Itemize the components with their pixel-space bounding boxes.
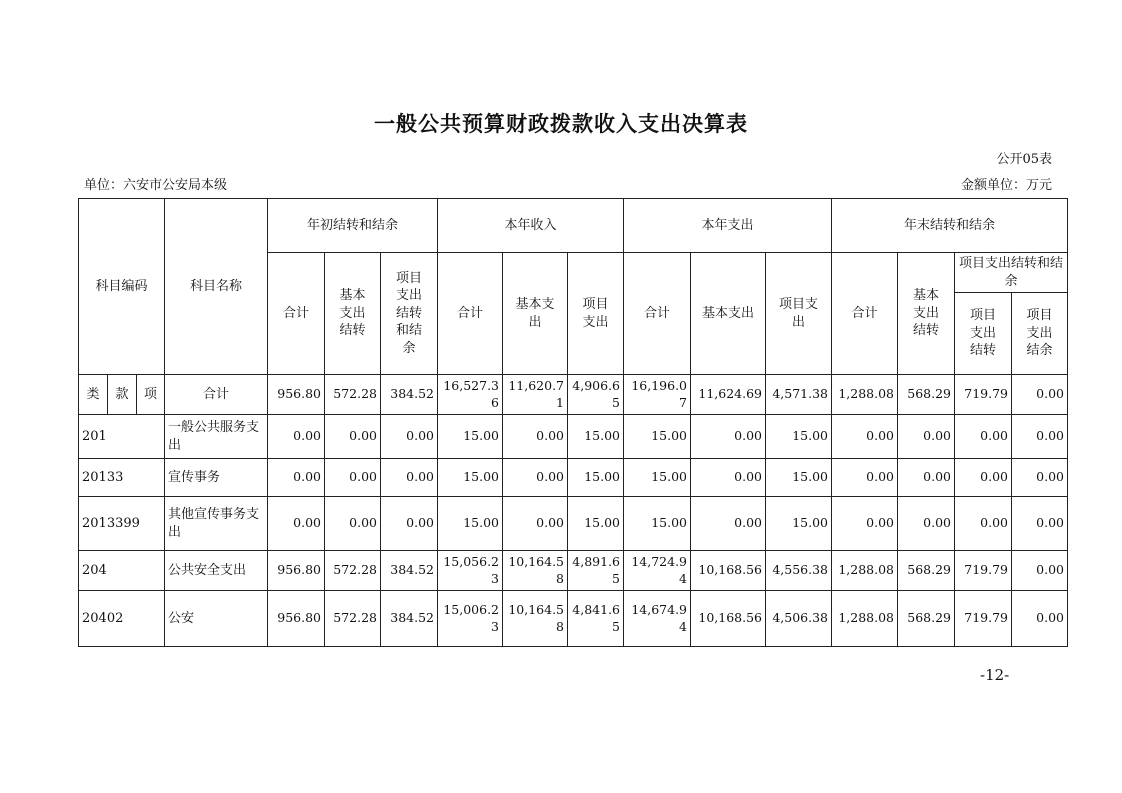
cell: 0.00 — [1012, 551, 1068, 591]
header-income-total: 合计 — [438, 253, 503, 375]
cell: 0.00 — [381, 459, 438, 497]
cell: 0.00 — [325, 459, 381, 497]
row-name: 其他宣传事务支出 — [165, 497, 268, 551]
row-code: 2013399 — [79, 497, 165, 551]
total-row — [79, 375, 1068, 415]
page-number: -12- — [980, 666, 1010, 684]
cell: 4,556.38 — [766, 551, 832, 591]
cell: 0.00 — [1012, 375, 1068, 415]
cell: 0.00 — [832, 415, 898, 459]
header-expense-total: 合计 — [624, 253, 691, 375]
cell: 719.79 — [955, 375, 1012, 415]
header-end-project-balance-sub: 项目支出结余 — [1012, 293, 1068, 375]
cell: 0.00 — [898, 415, 955, 459]
header-begin-project-transfer-balance: 项目支出结转和结余 — [381, 253, 438, 375]
cell: 15.00 — [766, 415, 832, 459]
row-code: 204 — [79, 551, 165, 591]
level-xiang: 项 — [137, 375, 165, 415]
cell: 0.00 — [955, 497, 1012, 551]
cell: 15,056.23 — [438, 551, 503, 591]
cell: 0.00 — [691, 415, 766, 459]
cell: 719.79 — [955, 591, 1012, 647]
header-end-total: 合计 — [832, 253, 898, 375]
table-row — [79, 415, 1068, 459]
cell: 0.00 — [691, 459, 766, 497]
cell: 4,506.38 — [766, 591, 832, 647]
cell: 1,288.08 — [832, 375, 898, 415]
cell: 15.00 — [766, 497, 832, 551]
cell: 0.00 — [381, 415, 438, 459]
cell: 956.80 — [268, 591, 325, 647]
cell: 572.28 — [325, 375, 381, 415]
cell: 4,891.65 — [568, 551, 624, 591]
cell: 384.52 — [381, 591, 438, 647]
header-end-project-balance: 项目支出结转和结余 — [955, 253, 1068, 293]
row-name: 公安 — [165, 591, 268, 647]
cell: 0.00 — [1012, 459, 1068, 497]
cell: 10,164.58 — [503, 551, 568, 591]
row-name: 宣传事务 — [165, 459, 268, 497]
row-code: 201 — [79, 415, 165, 459]
cell: 15.00 — [568, 459, 624, 497]
cell: 4,571.38 — [766, 375, 832, 415]
header-end-balance: 年末结转和结余 — [832, 199, 1068, 253]
cell: 15.00 — [568, 415, 624, 459]
cell: 0.00 — [832, 459, 898, 497]
cell: 1,288.08 — [832, 551, 898, 591]
header-income: 本年收入 — [438, 199, 624, 253]
cell: 0.00 — [381, 497, 438, 551]
header-subject-name: 科目名称 — [165, 199, 268, 375]
cell: 15.00 — [438, 459, 503, 497]
table-row — [79, 497, 1068, 551]
cell: 10,164.58 — [503, 591, 568, 647]
cell: 1,288.08 — [832, 591, 898, 647]
cell: 719.79 — [955, 551, 1012, 591]
budget-table — [78, 198, 1068, 647]
total-row-name: 合计 — [165, 375, 268, 415]
row-code: 20402 — [79, 591, 165, 647]
cell: 4,841.65 — [568, 591, 624, 647]
header-row-1 — [79, 199, 1068, 253]
cell: 0.00 — [503, 459, 568, 497]
cell: 15.00 — [624, 459, 691, 497]
cell: 0.00 — [955, 415, 1012, 459]
cell: 572.28 — [325, 591, 381, 647]
cell: 4,906.65 — [568, 375, 624, 415]
header-subject-code: 科目编码 — [79, 199, 165, 375]
cell: 14,674.94 — [624, 591, 691, 647]
header-expense-project: 项目支出 — [766, 253, 832, 375]
cell: 568.29 — [898, 591, 955, 647]
cell: 10,168.56 — [691, 551, 766, 591]
cell: 11,624.69 — [691, 375, 766, 415]
cell: 16,527.36 — [438, 375, 503, 415]
cell: 0.00 — [1012, 591, 1068, 647]
header-expense-basic: 基本支出 — [691, 253, 766, 375]
level-lei: 类 — [79, 375, 108, 415]
page-title: 一般公共预算财政拨款收入支出决算表 — [374, 111, 748, 136]
cell: 15.00 — [624, 415, 691, 459]
header-begin-balance: 年初结转和结余 — [268, 199, 438, 253]
row-name: 一般公共服务支出 — [165, 415, 268, 459]
cell: 0.00 — [832, 497, 898, 551]
cell: 572.28 — [325, 551, 381, 591]
cell: 0.00 — [325, 415, 381, 459]
cell: 0.00 — [268, 415, 325, 459]
unit-label: 单位：六安市公安局本级 — [84, 178, 228, 193]
header-begin-total: 合计 — [268, 253, 325, 375]
table-row — [79, 459, 1068, 497]
header-begin-basic-transfer: 基本支出结转 — [325, 253, 381, 375]
cell: 15.00 — [624, 497, 691, 551]
cell: 0.00 — [955, 459, 1012, 497]
cell: 0.00 — [1012, 415, 1068, 459]
cell: 15.00 — [766, 459, 832, 497]
cell: 384.52 — [381, 551, 438, 591]
cell: 0.00 — [691, 497, 766, 551]
cell: 0.00 — [503, 497, 568, 551]
cell: 0.00 — [1012, 497, 1068, 551]
cell: 16,196.07 — [624, 375, 691, 415]
cell: 15,006.23 — [438, 591, 503, 647]
form-number: 公开05表 — [996, 152, 1052, 167]
cell: 956.80 — [268, 551, 325, 591]
cell: 15.00 — [568, 497, 624, 551]
row-name: 公共安全支出 — [165, 551, 268, 591]
cell: 11,620.71 — [503, 375, 568, 415]
cell: 0.00 — [503, 415, 568, 459]
cell: 568.29 — [898, 375, 955, 415]
cell: 15.00 — [438, 415, 503, 459]
money-unit-label: 金额单位：万元 — [960, 178, 1052, 193]
header-end-basic-transfer: 基本支出结转 — [898, 253, 955, 375]
cell: 0.00 — [898, 459, 955, 497]
table-row — [79, 591, 1068, 647]
cell: 568.29 — [898, 551, 955, 591]
cell: 0.00 — [268, 497, 325, 551]
cell: 0.00 — [268, 459, 325, 497]
table-row — [79, 551, 1068, 591]
level-kuan: 款 — [108, 375, 137, 415]
header-end-project-transfer: 项目支出结转 — [955, 293, 1012, 375]
cell: 10,168.56 — [691, 591, 766, 647]
header-income-project: 项目支出 — [568, 253, 624, 375]
cell: 384.52 — [381, 375, 438, 415]
header-expense: 本年支出 — [624, 199, 832, 253]
header-income-basic: 基本支出 — [503, 253, 568, 375]
cell: 956.80 — [268, 375, 325, 415]
cell: 14,724.94 — [624, 551, 691, 591]
row-code: 20133 — [79, 459, 165, 497]
cell: 0.00 — [325, 497, 381, 551]
cell: 0.00 — [898, 497, 955, 551]
cell: 15.00 — [438, 497, 503, 551]
